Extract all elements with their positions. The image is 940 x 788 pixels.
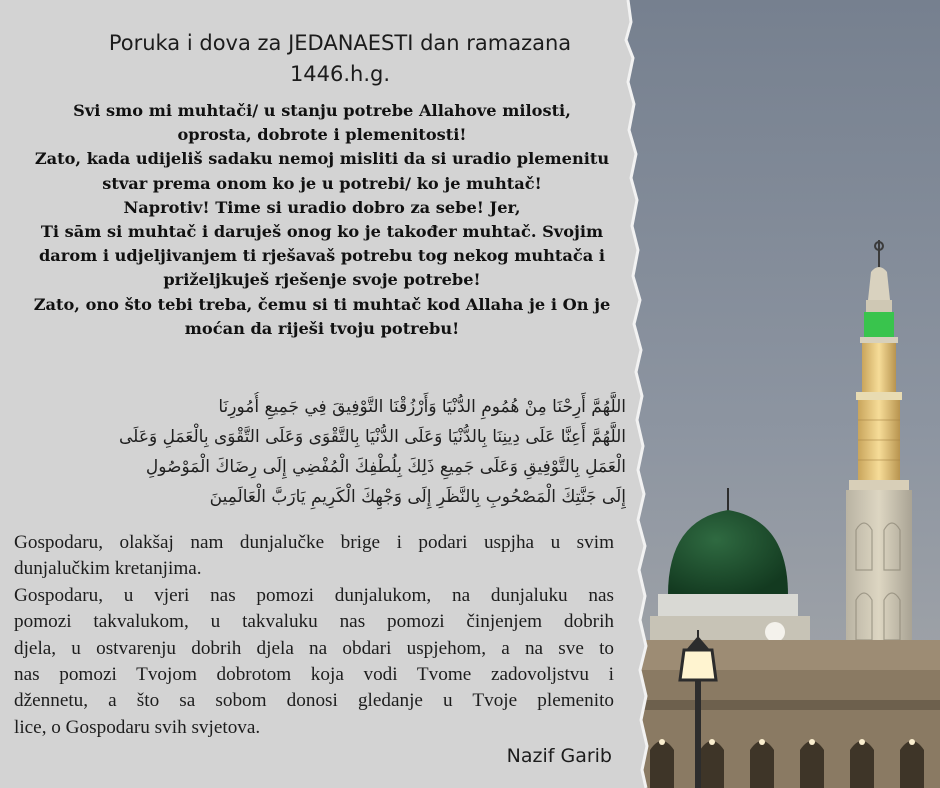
message-line: Svi smo mi muhtači/ u stanju potrebe Allahove milosti, [73,101,571,120]
message-line: Naprotiv! Time si uradio dobro za sebe! Jer, [123,197,521,217]
author-signature: Nazif Garib [506,745,612,767]
message-paragraph [14,99,630,341]
message-line: Zato, ono što tebi treba, čemu si ti muhtač kod Allaha je i On je [33,294,611,314]
translation-line: dunjalučkim kretanjima. [14,558,202,580]
dua-translation [14,530,614,741]
message-line: Ti sām si muhtač i daruješ onog ko je također muhtač. Svojim [40,222,604,242]
message-line: oprosta, dobrote i plemenitosti! [177,125,467,145]
translation-line: Gospodaru, u vjeri nas pomozi dunjalukom, na dunjaluku nas [14,584,614,606]
arabic-dua [20,392,626,512]
message-line: moćan da riješi tvoju potrebu! [184,318,460,338]
dua-line: الْعَمَلِ بِالتَّوْفِيقِ وَعَلَى جَمِيعِ ذَلِكَ بِلُطْفِكَ الْمُفْضِي إِلَى رِضَاكَ الْمَوْصُولِ [145,457,626,477]
translation-line: djela, u ostvarenju dobrih djela na obdari uspjehom, a na sve to [14,637,614,659]
message-line: Zato, kada udijeliš sadaku nemoj misliti da si uradio plemenitu [34,149,610,169]
translation-line: džennetu, a što sa sobom donosi gledanje u Tvoje plemenito [14,690,614,712]
message-line: darom i udjeljivanjem ti rješavaš potrebu tog nekog muhtača i [38,246,606,266]
message-line: priželjkuješ rješenje svoje potrebe! [163,270,481,290]
message-line: stvar prema onom ko je u potrebi/ ko je muhtač! [102,173,542,193]
dua-line: اللَّهُمَّ أَعِنَّا عَلَى دِينِنَا بِالدُّنْيَا وَعَلَى الدُّنْيَا بِالتَّقْوَى وَعَلَى التَّقْوَى بِالْعَمَلِ وَعَلَى [119,427,626,447]
title-line: Poruka i dova za JEDANAESTI dan ramazana [108,31,572,55]
translation-line: lice, o Gospodaru svih svjetova. [14,716,261,738]
translation-line: nas pomozi Tvojom dobrotom koja vodi Tvome zadovoljstvu i [14,664,614,686]
post-title [40,28,640,90]
title-year: 1446.h.g. [289,62,391,86]
translation-line: Gospodaru, olakšaj nam dunjalučke brige i podari uspjha u svim [14,532,614,553]
dua-line: إِلَى جَنَّتِكَ الْمَصْحُوبِ بِالنَّظَرِ إِلَى وَجْهِكَ الْكَرِيمِ يَارَبَّ الْعَالَمِينَ [209,487,626,507]
dua-line: اللَّهُمَّ أَرِحْنَا مِنْ هُمُومِ الدُّنْيَا وَأَرْزُقْنَا التَّوْفِيقَ فِي جَمِيعِ أُمُورِنَا [218,397,626,417]
translation-line: pomozi takvalukom, u takvaluku nas pomozi činjenjem dobrih [14,611,614,633]
